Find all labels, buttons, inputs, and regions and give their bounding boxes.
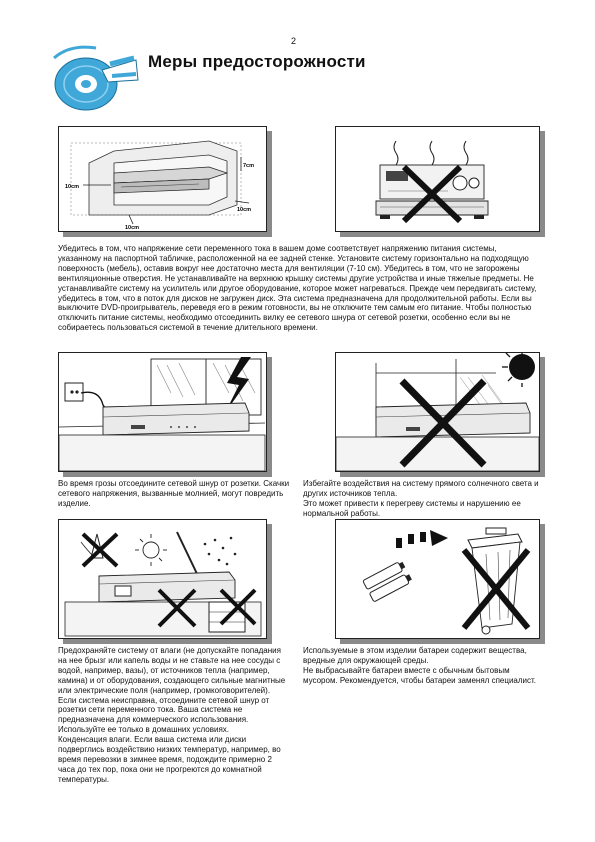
intro-text: Убедитесь в том, что напряжение сети переменного тока в вашем доме соответствует напряжению питания системы, указанному на паспортной табличке, расположенной на ее задней стенке. Установите систему горизонтально на подходящую поверхность (мебель), оставив вокруг нее достаточно места для вентиляции (7-10 см). Убедитесь в том, что не загорожены вентиляционные отверстия. Не устанавливайте на верхнюю крышку системы другие устройства и иные тяжелые предметы. Не устанавливайте систему на усилитель или другое оборудование, которое может нагреваться. Прежде чем передвигать систему, убедитесь в том, что в поток для дисков не загружен диск. Эта система предназначена для продолжительной работы. Если вы выключите DVD-проигрыватель, переведя его в режим готовности, вы не отключите тем самым его питание. Чтобы полностью отключить питание системы, необходимо отсоединить вилку ее сетевого шнура от сетевой розетки, особенно если вы не собираетесь пользоваться системой в течение длительного времени. (58, 244, 537, 333)
lightning-text: Во время грозы отсоедините сетевой шнур от розетки. Скачки сетевого напряжения, вызванные молнией, могут повредить изделие. (58, 479, 290, 508)
page-title: Меры предосторожности (148, 52, 366, 71)
sunlight-text-1: Избегайте воздействия на систему прямого солнечного света и других источников тепла. (303, 479, 539, 498)
figure-ventilation (58, 126, 267, 232)
intro-paragraph (58, 244, 541, 333)
label-left: 10cm (65, 184, 80, 190)
label-top-right: 7cm (243, 163, 255, 169)
moisture-text-1: Предохраняйте систему от влаги (не допускайте попадания на нее брызг или капель воды и не ставьте на нее сосуды с водой, например, вазы), от источников тепла (например, камина) и от оборудования, создающего сильные магнитные или электрические поля (например, громкоговорителей). Если система неисправна, отсоедините сетевой шнур от розетки сети переменного тока. Ваша система не предназначена для коммерческого использования. Используйте ее только в домашних условиях. (58, 646, 286, 735)
figure-no-stacking (335, 126, 540, 232)
figure-batteries (335, 519, 540, 639)
sunlight-paragraph (303, 479, 541, 519)
batteries-paragraph (303, 646, 541, 686)
disc-logo-icon (50, 40, 142, 120)
figure-sunlight (335, 352, 540, 472)
figure-moisture (58, 519, 267, 639)
moisture-paragraph (58, 646, 290, 785)
batteries-text-1: Используемые в этом изделии батареи содержит вещества, вредные для окружающей среды. (303, 646, 527, 665)
moisture-text-2: Конденсация влаги. Если ваша система или диски подверглись воздействию низких температур, например, во время перевозки в зимнее время, подождите примерно 2 часа до тех пор, пока они не прогреются до комнатной температуры. (58, 735, 281, 784)
figure-lightning (58, 352, 267, 472)
label-bottom: 10cm (125, 225, 140, 231)
page-number: 2 (291, 36, 297, 46)
sunlight-text-2: Это может привести к перегреву системы и нарушению ее нормальной работы. (303, 498, 521, 518)
lightning-paragraph (58, 479, 290, 509)
label-right: 10cm (237, 207, 252, 213)
batteries-text-2: Не выбрасывайте батареи вместе с обычным бытовым мусором. Рекомендуется, чтобы батареи заменял специалист. (303, 665, 536, 685)
